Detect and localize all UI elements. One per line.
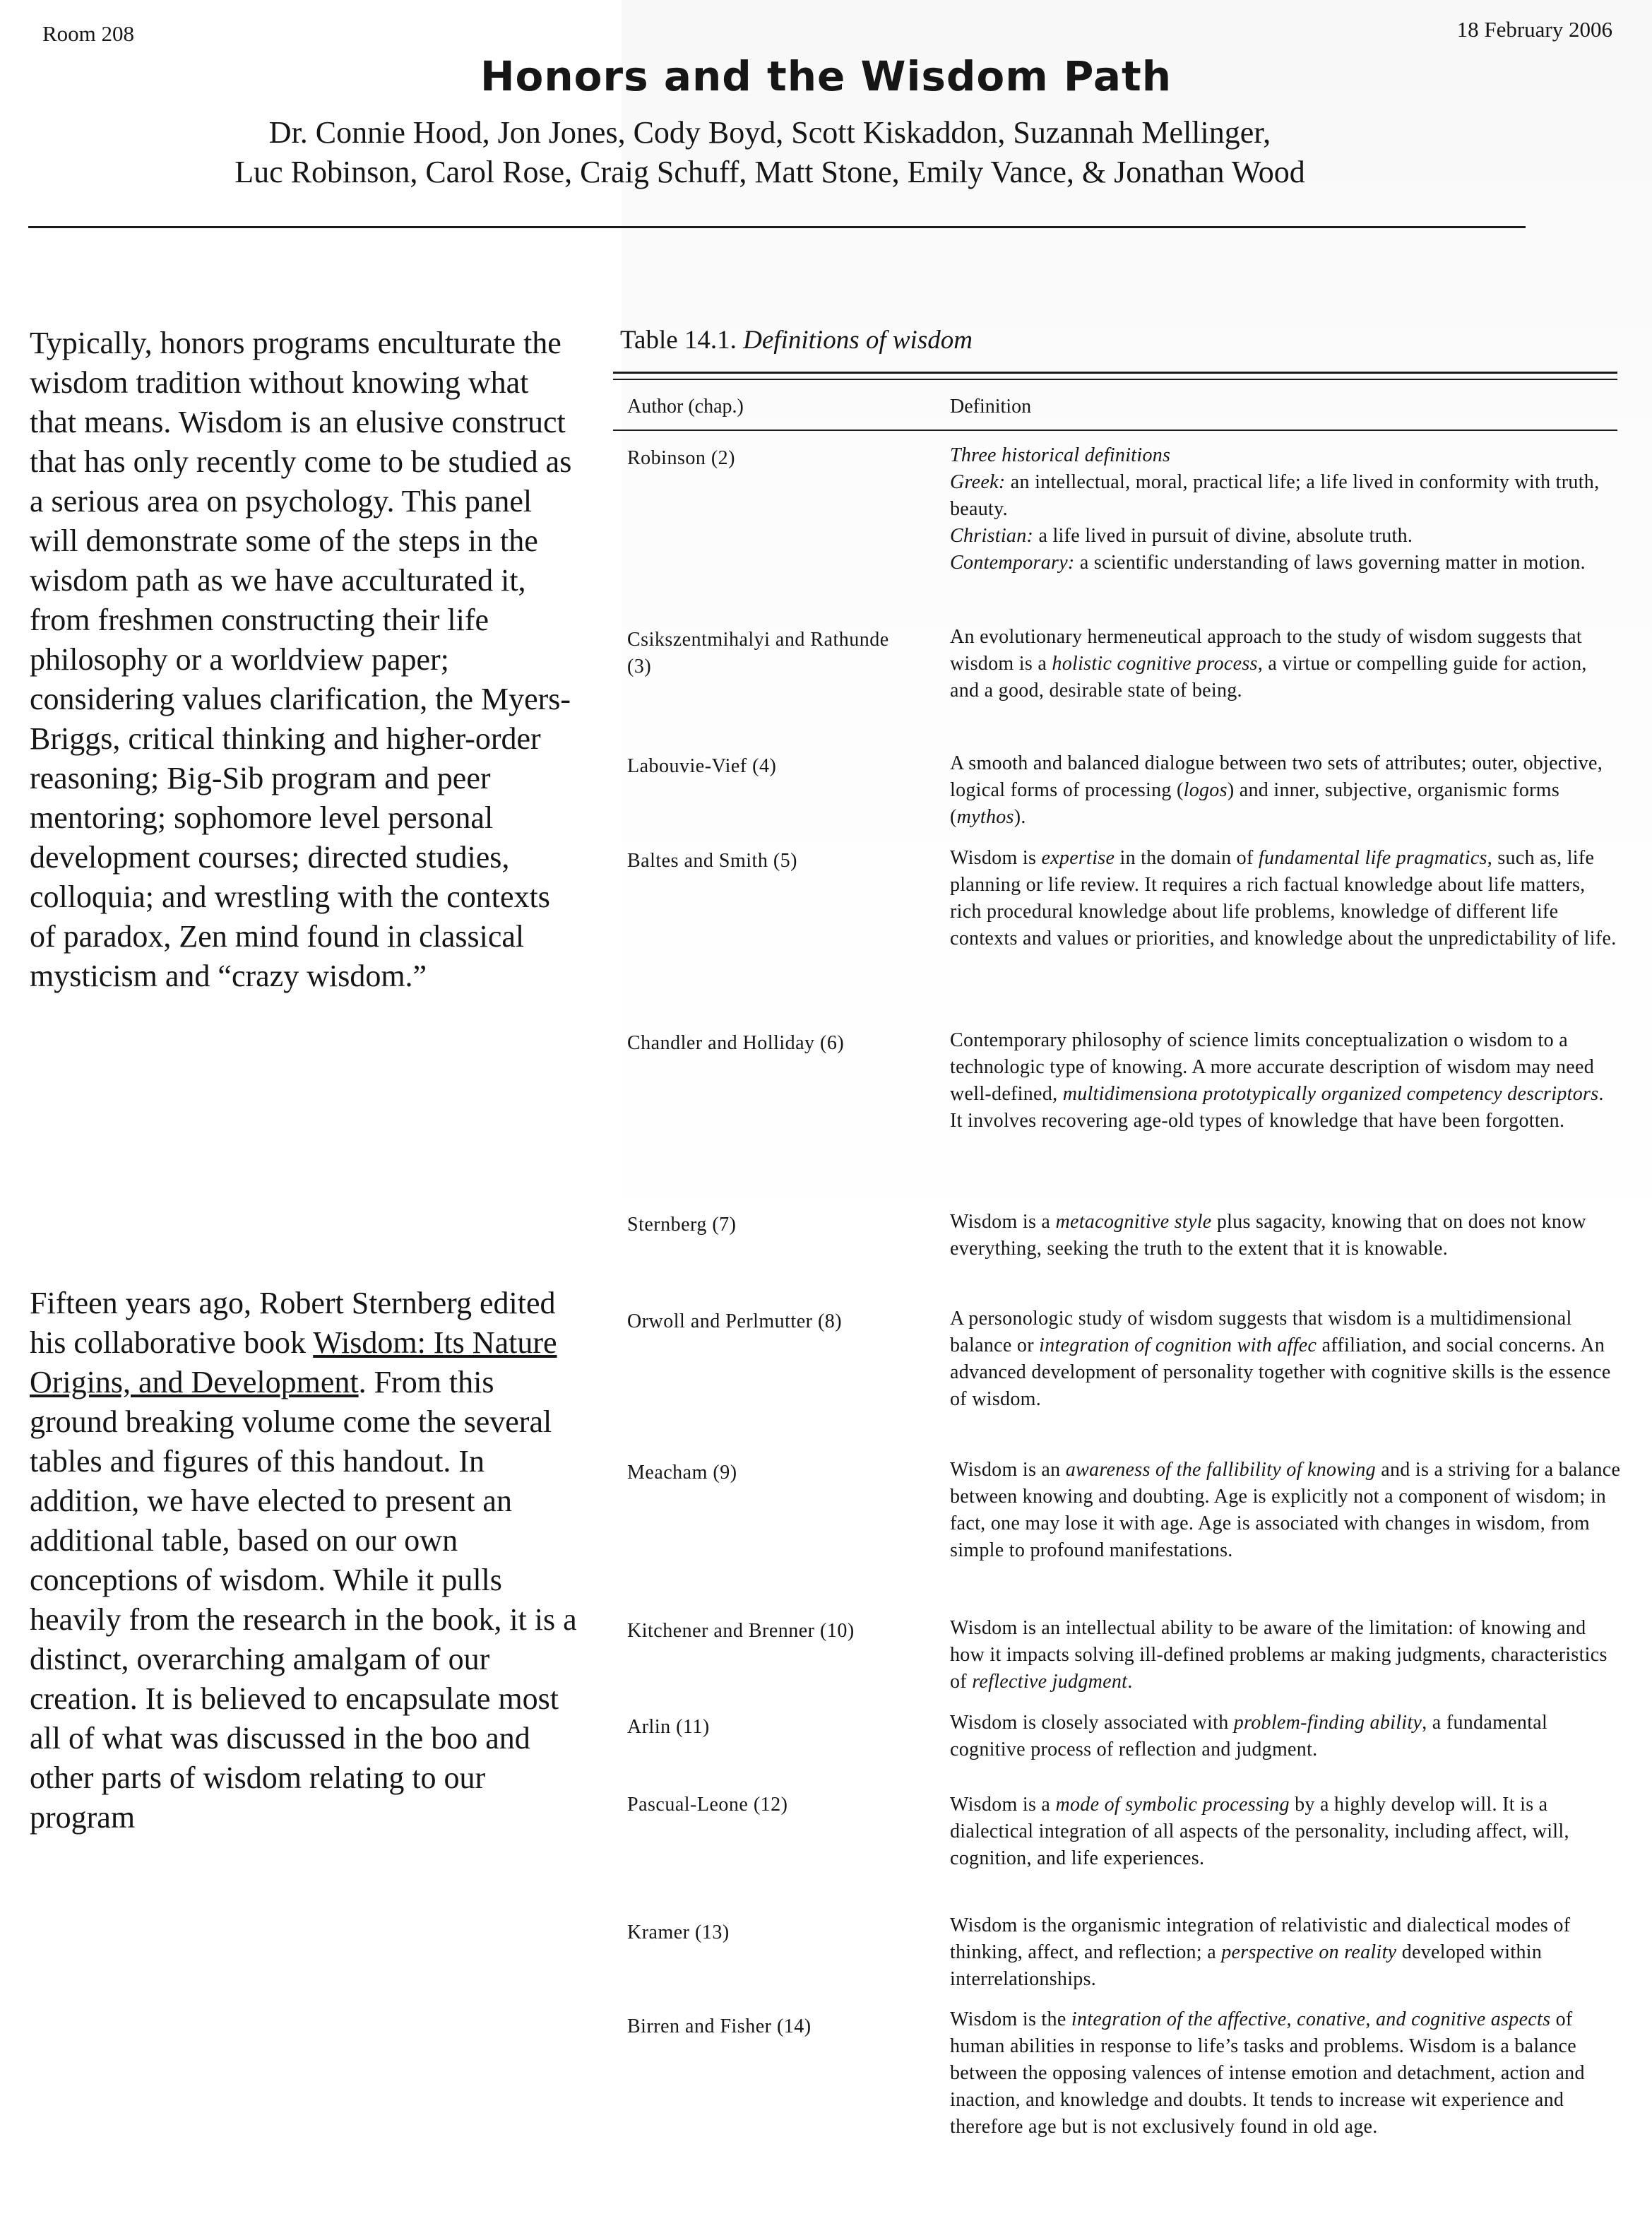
table-rule-top-double — [613, 379, 1617, 380]
row-author-chandler-holliday: Chandler and Holliday (6) — [627, 1032, 845, 1054]
table-label: Table 14.1. — [620, 326, 737, 355]
author-line-2: Luc Robinson, Carol Rose, Craig Schuff, Matt Stone, Emily Vance, & Jonathan Wood — [234, 155, 1305, 189]
page-title: Honors and the Wisdom Path — [480, 52, 1172, 100]
row-author-baltes-smith: Baltes and Smith (5) — [627, 850, 797, 872]
author-list — [106, 113, 1434, 192]
row-author-orwoll-perlmutter: Orwoll and Perlmutter (8) — [627, 1310, 843, 1332]
row-definition-pascual-leone: Wisdom is a mode of symbolic processing by a highly develop will. It is a dialectical integration of all aspects of the personality, including affect, will, cognition, and life experiences. — [950, 1794, 1569, 1869]
row-definition-baltes-smith: Wisdom is expertise in the domain of fundamental life pragmatics, such as, life planning or life review. It requires a rich factual knowledge about life matters, rich procedural knowledge about life problems, knowledge of different life contexts and values or priorities, and knowledge about the unpredictability of life. — [950, 847, 1617, 949]
room-label: Room 208 — [42, 21, 135, 46]
column-header-definition: Definition — [950, 396, 1032, 418]
date-label: 18 February 2006 — [1456, 17, 1612, 42]
sternberg-paragraph — [30, 1284, 581, 1837]
table-header-rule — [613, 430, 1617, 431]
table-rule-top — [613, 372, 1617, 374]
row-author-csikszentmihalyi: Csikszentmihalyi and Rathunde (3) — [627, 629, 889, 677]
table-caption: Definitions of wisdom — [743, 326, 973, 355]
row-definition-arlin: Wisdom is closely associated with problem-finding ability, a fundamental cognitive process of reflection and judgment. — [950, 1712, 1548, 1760]
row-definition-kramer: Wisdom is the organismic integration of relativistic and dialectical modes of thinking, affect, and reflection; a perspective on reality developed within interrelationships. — [950, 1914, 1571, 1990]
row-author-pascual-leone: Pascual-Leone (12) — [627, 1794, 788, 1816]
author-line-1: Dr. Connie Hood, Jon Jones, Cody Boyd, Scott Kiskaddon, Suzannah Mellinger, — [268, 115, 1271, 150]
row-definition-orwoll-perlmutter: A personologic study of wisdom suggests that wisdom is a multidimensional balance or integration of cognition with affec affiliation, and social concerns. An advanced development of personality together with cognitive skills is the essence of wisdom. — [950, 1308, 1611, 1410]
header-divider — [28, 226, 1526, 228]
column-header-author: Author (chap.) — [627, 396, 744, 418]
book-title: Wisdom: Its Nature Origins, and Development — [30, 1325, 557, 1399]
row-definition-robinson: Three historical definitions Greek: an intellectual, moral, practical life; a life lived in conformity with truth, beauty. Christian: a life lived in pursuit of divine, absolute truth. Contemporary: a scientific understanding of laws governing matter in motion. — [950, 444, 1600, 574]
row-definition-meacham: Wisdom is an awareness of the fallibility of knowing and is a striving for a balance between knowing and doubting. Age is explicitly not a component of wisdom; in fact, one may lose it with age. Age is associated with changes in wisdom, from simple to profound manifestations. — [950, 1459, 1621, 1561]
row-author-sternberg: Sternberg (7) — [627, 1214, 737, 1236]
row-author-kitchener-brenner: Kitchener and Brenner (10) — [627, 1620, 855, 1642]
row-author-labouvie-vief: Labouvie-Vief (4) — [627, 755, 777, 777]
row-definition-kitchener-brenner: Wisdom is an intellectual ability to be aware of the limitation: of knowing and how it impacts solving ill-defined problems ar making judgments, characteristics of reflective judgment. — [950, 1617, 1608, 1693]
sternberg-text-pre: Fifteen years ago, Robert Sternberg edited his collaborative book — [30, 1286, 556, 1360]
row-definition-labouvie-vief: A smooth and balanced dialogue between two sets of attributes; outer, objective, logical forms of processing (logos) and inner, subjective, organismic forms (mythos). — [950, 752, 1603, 828]
intro-text: Typically, honors programs enculturate the wisdom tradition without knowing what that means. Wisdom is an elusive construct that has only recently come to be studied as a serious area on psychology. This panel will demonstrate some of the steps in the wisdom path as we have acculturated it, from freshmen constructing their life philosophy or a worldview paper; considering values clarification, the Myers-Briggs, critical thinking and higher-order reasoning; Big-Sib program and peer mentoring; sophomore level personal development courses; directed studies, colloquia; and wrestling with the contexts of paradox, Zen mind found in classical mysticism and “crazy wisdom.” — [30, 326, 572, 993]
row-definition-csikszentmihalyi: An evolutionary hermeneutical approach to the study of wisdom suggests that wisdom is a holistic cognitive process, a virtue or compelling guide for action, and a good, desirable state of being. — [950, 626, 1587, 701]
row-author-robinson: Robinson (2) — [627, 447, 735, 469]
row-definition-sternberg: Wisdom is a metacognitive style plus sagacity, knowing that on does not know everything, seeking the truth to the extent that it is knowable. — [950, 1211, 1586, 1260]
row-author-birren-fisher: Birren and Fisher (14) — [627, 2015, 812, 2037]
table-title — [620, 325, 973, 355]
row-definition-birren-fisher: Wisdom is the integration of the affective, conative, and cognitive aspects of human abilities in response to life’s tasks and problems. Wisdom is a balance between the opposing valences of intense emotion and detachment, action and inaction, and knowledge and doubts. It tends to increase wit experience and therefore age but is not exclusively found in old age. — [950, 2008, 1585, 2138]
row-definition-chandler-holliday: Contemporary philosophy of science limits conceptualization o wisdom to a technologic type of knowing. A more accurate description of wisdom may need well-defined, multidimensiona prototypically organized competency descriptors. It involves recovering age-old types of knowledge that have been forgotten. — [950, 1029, 1604, 1132]
intro-paragraph — [30, 324, 581, 996]
row-author-meacham: Meacham (9) — [627, 1462, 737, 1484]
row-author-arlin: Arlin (11) — [627, 1716, 710, 1738]
sternberg-text-post: . From this ground breaking volume come the several tables and figures of this handout. In addition, we have elected to present an additional table, based on our own conceptions of wisdom. While it pulls heavily from the research in the book, it is a distinct, overarching amalgam of our creation. It is believed to encapsulate most all of what was discussed in the boo and other parts of wisdom relating to our program — [30, 1365, 577, 1835]
row-author-kramer: Kramer (13) — [627, 1922, 730, 1943]
sternberg-text — [30, 1284, 581, 1837]
